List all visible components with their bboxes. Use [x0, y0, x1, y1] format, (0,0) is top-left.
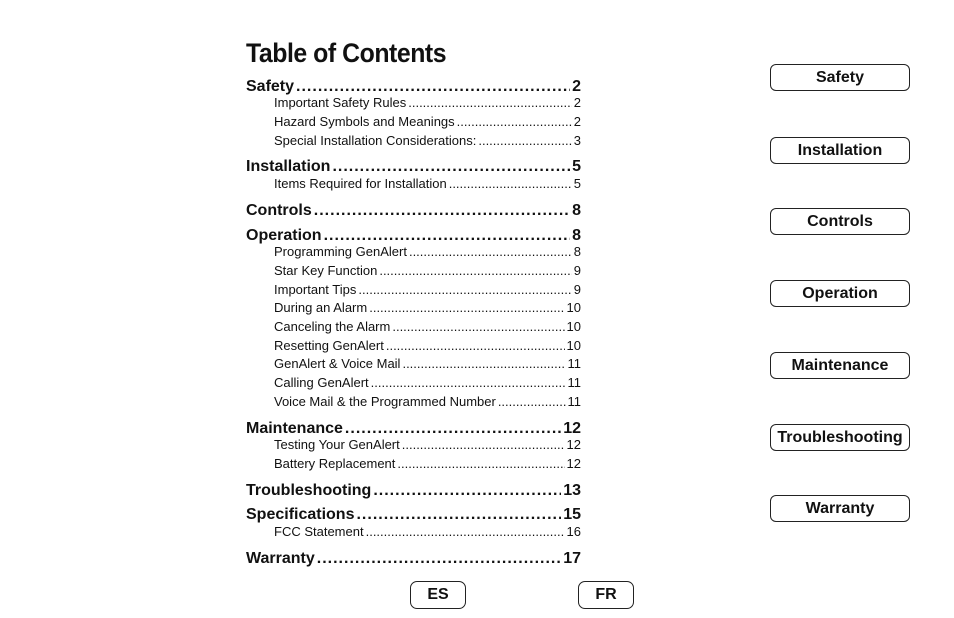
- toc-subentry[interactable]: [274, 356, 581, 371]
- toc-entry-page: 2: [572, 78, 581, 95]
- toc-entry-specifications[interactable]: [246, 506, 581, 524]
- toc-entry-label: Calling GenAlert: [274, 375, 369, 390]
- dot-leader: [392, 319, 564, 334]
- toc-subentry[interactable]: [274, 95, 581, 110]
- dot-leader: [332, 158, 570, 176]
- toc-entry-page: 9: [573, 282, 581, 297]
- toc-entry-label: Hazard Symbols and Meanings: [274, 114, 455, 129]
- dot-leader: [317, 550, 561, 568]
- toc-entry-label: Programming GenAlert: [274, 244, 407, 259]
- toc-entry-label: Safety: [246, 78, 295, 95]
- dot-leader: [498, 394, 566, 409]
- toc-entry-troubleshooting[interactable]: [246, 482, 581, 500]
- toc-entry-label: Star Key Function: [274, 263, 378, 278]
- dot-leader: [402, 356, 565, 371]
- toc-entry-label: Battery Replacement: [274, 456, 396, 471]
- toc-entry-label: Maintenance: [246, 420, 343, 437]
- toc-entry-label: Resetting GenAlert: [274, 338, 384, 353]
- toc-entry-label: Specifications: [246, 506, 355, 523]
- warranty-button[interactable]: Warranty: [770, 495, 910, 522]
- toc-entry-page: 11: [567, 356, 581, 371]
- toc-entry-label: Voice Mail & the Programmed Number: [274, 394, 496, 409]
- toc-entry-page: 10: [566, 338, 581, 353]
- troubleshooting-button[interactable]: Troubleshooting: [770, 424, 910, 451]
- toc-entry-maintenance[interactable]: [246, 420, 581, 438]
- toc-entry-label: Operation: [246, 227, 322, 244]
- toc-entry-page: 8: [572, 227, 581, 244]
- toc-subentry[interactable]: [274, 133, 581, 148]
- dot-leader: [358, 282, 571, 297]
- toc-subentry[interactable]: [274, 456, 581, 471]
- toc-entry-page: 9: [573, 263, 581, 278]
- toc-subentry[interactable]: [274, 338, 581, 353]
- toc-subentry[interactable]: [274, 176, 581, 191]
- toc-entry-label: Items Required for Installation: [274, 176, 447, 191]
- dot-leader: [356, 506, 561, 524]
- toc-entry-page: 10: [566, 300, 581, 315]
- toc-entry-label: Important Tips: [274, 282, 357, 297]
- toc-entry-label: GenAlert & Voice Mail: [274, 356, 401, 371]
- toc-entry-label: Warranty: [246, 550, 315, 567]
- toc-entry-page: 2: [573, 95, 581, 110]
- toc-entry-page: 17: [563, 550, 581, 567]
- dot-leader: [397, 456, 564, 471]
- maintenance-button[interactable]: Maintenance: [770, 352, 910, 379]
- dot-leader: [449, 176, 572, 191]
- toc-entry-page: 13: [563, 482, 581, 499]
- toc-subentry[interactable]: [274, 300, 581, 315]
- toc-entry-safety[interactable]: [246, 78, 581, 96]
- toc-entry-page: 5: [572, 158, 581, 175]
- toc-entry-label: Testing Your GenAlert: [274, 437, 400, 452]
- toc-entry-label: Controls: [246, 202, 312, 219]
- toc-entry-page: 15: [563, 506, 581, 523]
- dot-leader: [314, 202, 570, 220]
- toc-entry-label: Troubleshooting: [246, 482, 372, 499]
- toc-entry-page: 5: [573, 176, 581, 191]
- dot-leader: [408, 95, 572, 110]
- toc-subentry[interactable]: [274, 114, 581, 129]
- toc-entry-page: 11: [567, 394, 581, 409]
- dot-leader: [373, 482, 561, 500]
- toc-entry-page: 10: [566, 319, 581, 334]
- installation-button[interactable]: Installation: [770, 137, 910, 164]
- toc-entry-page: 12: [566, 456, 581, 471]
- dot-leader: [369, 300, 564, 315]
- toc-entry-label: Important Safety Rules: [274, 95, 407, 110]
- toc-subentry[interactable]: [274, 319, 581, 334]
- dot-leader: [366, 524, 565, 539]
- toc-entry-page: 11: [567, 375, 581, 390]
- operation-button[interactable]: Operation: [770, 280, 910, 307]
- toc-entry-label: FCC Statement: [274, 524, 364, 539]
- toc-entry-installation[interactable]: [246, 158, 581, 176]
- toc-subentry[interactable]: [274, 524, 581, 539]
- toc-entry-label: Special Installation Considerations:: [274, 133, 477, 148]
- toc-entry-page: 8: [573, 244, 581, 259]
- toc-entry-page: 12: [563, 420, 581, 437]
- toc-subentry[interactable]: [274, 437, 581, 452]
- toc-entry-page: 3: [573, 133, 581, 148]
- toc-entry-page: 16: [566, 524, 581, 539]
- toc-subentry[interactable]: [274, 394, 581, 409]
- dot-leader: [345, 420, 561, 438]
- dot-leader: [324, 227, 571, 245]
- toc-entry-label: Installation: [246, 158, 331, 175]
- toc-entry-page: 12: [566, 437, 581, 452]
- french-language-button[interactable]: FR: [578, 581, 634, 609]
- toc-entry-page: 8: [572, 202, 581, 219]
- toc-entry-label: During an Alarm: [274, 300, 368, 315]
- controls-button[interactable]: Controls: [770, 208, 910, 235]
- safety-button[interactable]: Safety: [770, 64, 910, 91]
- dot-leader: [457, 114, 572, 129]
- toc-entry-page: 2: [573, 114, 581, 129]
- spanish-language-button[interactable]: ES: [410, 581, 466, 609]
- toc-subentry[interactable]: [274, 263, 581, 278]
- page-title: Table of Contents: [246, 38, 447, 68]
- toc-subentry[interactable]: [274, 244, 581, 259]
- toc-subentry[interactable]: [274, 375, 581, 390]
- toc-entry-label: Canceling the Alarm: [274, 319, 391, 334]
- dot-leader: [402, 437, 565, 452]
- toc-entry-controls[interactable]: [246, 202, 581, 220]
- toc-entry-operation[interactable]: [246, 227, 581, 245]
- toc-subentry[interactable]: [274, 282, 581, 297]
- dot-leader: [386, 338, 565, 353]
- dot-leader: [371, 375, 566, 390]
- toc-entry-warranty[interactable]: [246, 550, 581, 568]
- dot-leader: [478, 133, 571, 148]
- dot-leader: [409, 244, 572, 259]
- dot-leader: [379, 263, 571, 278]
- dot-leader: [296, 78, 570, 96]
